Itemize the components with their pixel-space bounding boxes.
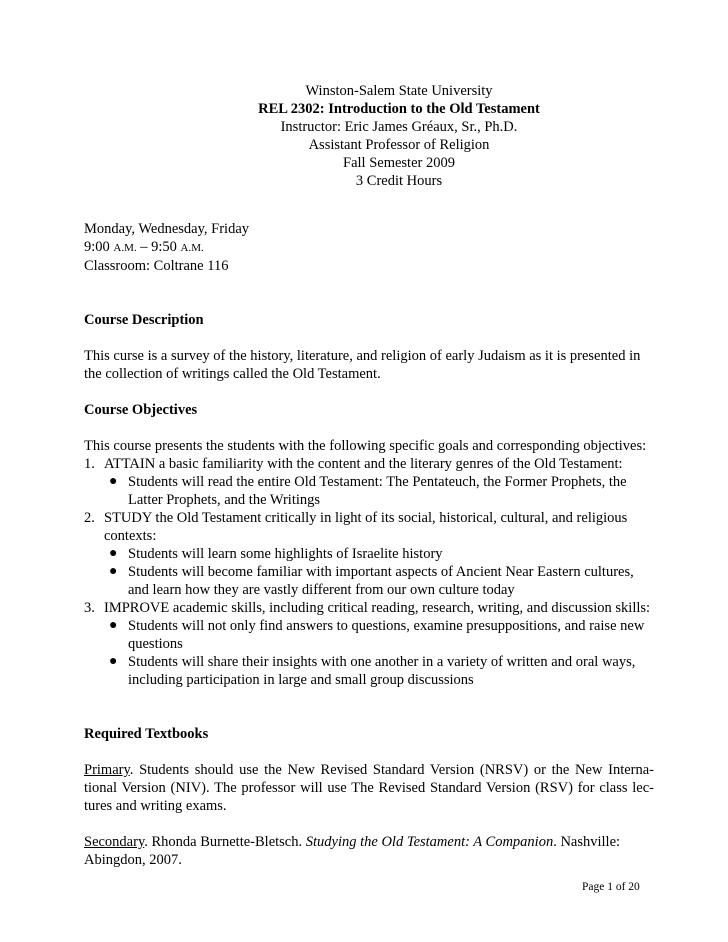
credit-hours: 3 Credit Hours bbox=[355, 173, 443, 189]
course-objectives-heading: Course Objectives bbox=[84, 402, 198, 418]
time-start-suffix: A.M. bbox=[113, 242, 137, 254]
secondary-publisher: . Nashville: Abingdon, 2007. bbox=[84, 834, 621, 868]
classroom: Classroom: Coltrane 116 bbox=[84, 258, 229, 274]
bullet-icon: ● bbox=[109, 474, 118, 489]
primary-text: . Students should use the New Revised Standard Version (NRSV) or the New Interna-tional Version (NIV). The professor will use The Revised Standard Version (RSV) for class lec-tures and writing exams. bbox=[84, 762, 654, 814]
university-name: Winston-Salem State University bbox=[305, 83, 493, 99]
objective-item bbox=[84, 509, 654, 599]
bullet-icon: ● bbox=[109, 654, 118, 669]
bullet-icon: ● bbox=[109, 618, 118, 633]
semester: Fall Semester 2009 bbox=[343, 155, 455, 171]
meeting-time bbox=[84, 238, 654, 257]
time-end-suffix: A.M. bbox=[180, 242, 204, 254]
instructor-position: Assistant Professor of Religion bbox=[308, 137, 490, 153]
objective-text: ATTAIN a basic familiarity with the content and the literary genres of the Old Testament: bbox=[104, 456, 623, 472]
primary-label: Primary bbox=[84, 762, 130, 778]
time-separator: – 9:50 bbox=[136, 239, 181, 255]
objective-sublist bbox=[104, 473, 654, 509]
objective-sublist bbox=[104, 617, 654, 689]
course-objectives-intro: This course presents the students with the following specific goals and corresponding objectives: bbox=[84, 438, 647, 454]
bullet-icon: ● bbox=[109, 564, 118, 579]
objective-text: IMPROVE academic skills, including critical reading, research, writing, and discussion skills: bbox=[104, 600, 651, 616]
objective-number: 3. bbox=[84, 600, 95, 616]
sub-objective: ● Students will share their insights with one another in a variety of written and oral ways, including participation in large and small group discussions bbox=[109, 654, 636, 688]
objective-number: 2. bbox=[84, 510, 95, 526]
course-description-text: This curse is a survey of the history, literature, and religion of early Judaism as it is presented in the collection of writings called the Old Testament. bbox=[84, 348, 641, 382]
class-schedule bbox=[84, 220, 654, 275]
primary-textbook bbox=[84, 761, 654, 815]
objective-item bbox=[84, 599, 654, 689]
page-number: Page 1 of 20 bbox=[582, 881, 640, 893]
secondary-textbook bbox=[84, 833, 654, 869]
objectives-list bbox=[84, 455, 654, 689]
time-start: 9:00 bbox=[84, 239, 110, 255]
required-textbooks-heading: Required Textbooks bbox=[84, 726, 209, 742]
meeting-days: Monday, Wednesday, Friday bbox=[84, 221, 250, 237]
document-header bbox=[144, 82, 654, 190]
course-title: REL 2302: Introduction to the Old Testament bbox=[258, 101, 540, 117]
bullet-icon: ● bbox=[109, 546, 118, 561]
sub-objective: ● Students will read the entire Old Testament: The Pentateuch, the Former Prophets, the Latter Prophets, and the Writings bbox=[109, 474, 627, 508]
sub-objective: ● Students will become familiar with important aspects of Ancient Near Eastern cultures, and learn how they are vastly different from our own culture today bbox=[109, 564, 634, 598]
secondary-author: . Rhonda Burnette-Bletsch. bbox=[144, 834, 306, 850]
secondary-book-title: Studying the Old Testament: A Companion bbox=[305, 834, 554, 850]
objective-item bbox=[84, 455, 654, 509]
instructor-name: Instructor: Eric James Gréaux, Sr., Ph.D. bbox=[280, 119, 518, 135]
sub-objective: ● Students will not only find answers to questions, examine presuppositions, and raise new questions bbox=[109, 618, 645, 652]
objective-text: STUDY the Old Testament critically in light of its social, historical, cultural, and religious contexts: bbox=[104, 510, 628, 544]
secondary-label: Secondary bbox=[84, 834, 145, 850]
sub-objective: ● Students will learn some highlights of Israelite history bbox=[109, 546, 443, 562]
objective-number: 1. bbox=[84, 456, 95, 472]
course-description-heading: Course Description bbox=[84, 312, 204, 328]
objective-sublist bbox=[104, 545, 654, 599]
syllabus-page bbox=[84, 82, 654, 869]
